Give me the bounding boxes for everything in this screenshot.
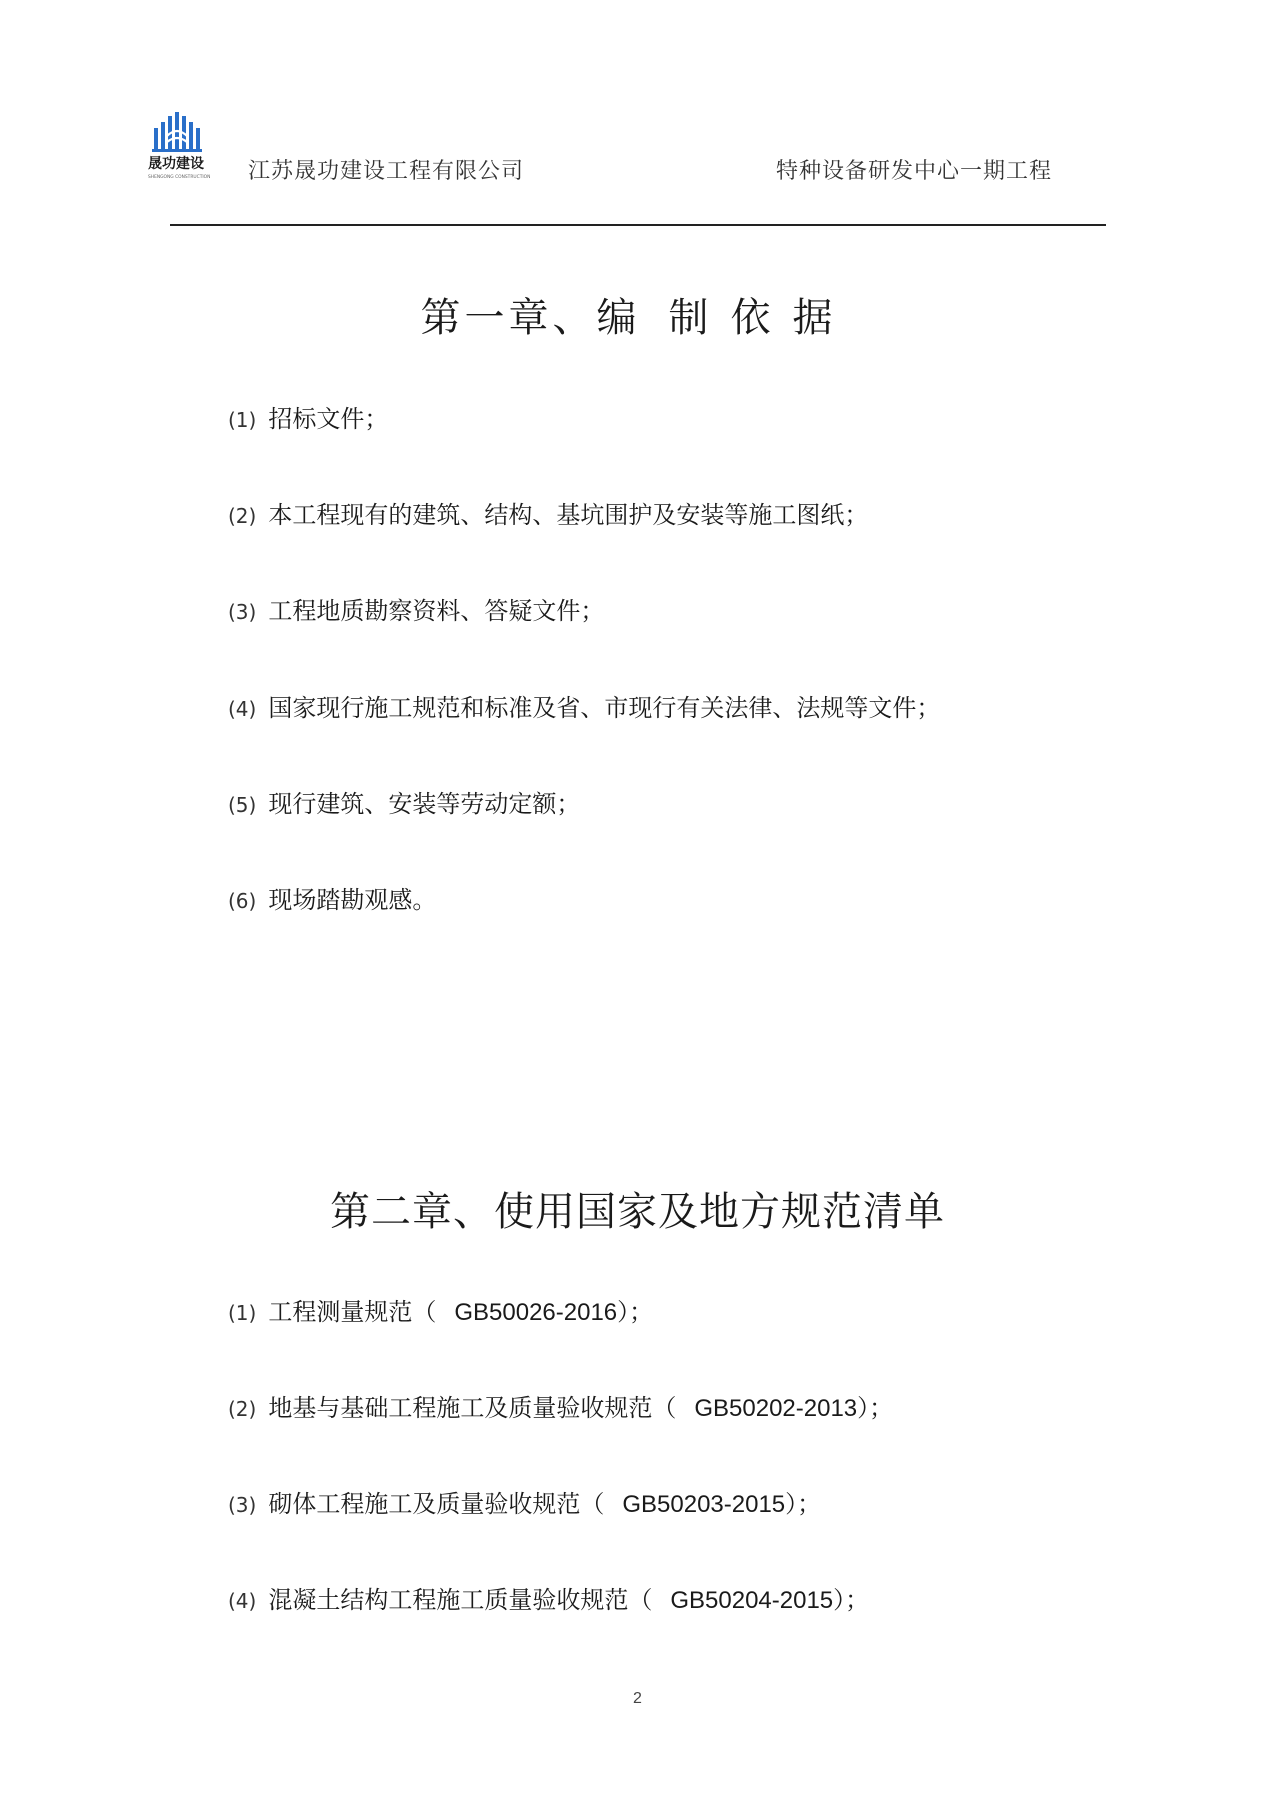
item-number: (1) bbox=[228, 408, 257, 432]
header-divider bbox=[170, 224, 1106, 226]
item-number: (3) bbox=[228, 600, 257, 624]
item-number: (5) bbox=[228, 793, 257, 817]
item-tail: ）； bbox=[785, 1490, 822, 1518]
list-item bbox=[228, 784, 580, 819]
item-number: (2) bbox=[228, 1397, 257, 1421]
chapter1-title bbox=[0, 286, 1275, 343]
logo-subtext: SHENGONG CONSTRUCTION bbox=[148, 175, 211, 180]
chapter1-title-part1: 第一章、编 bbox=[420, 295, 641, 341]
list-item bbox=[228, 591, 604, 626]
item-text: 现场踏勘观感。 bbox=[268, 886, 437, 914]
item-text: 工程地质勘察资料、答疑文件； bbox=[268, 597, 605, 625]
item-tail: ）； bbox=[833, 1586, 870, 1614]
item-text: 本工程现有的建筑、结构、基坑围护及安装等施工图纸； bbox=[268, 501, 869, 529]
chapter1-title-part2: 制依据 bbox=[668, 295, 855, 341]
logo-text: 晟功建设 bbox=[148, 156, 204, 172]
standard-code: GB50026-2016 bbox=[454, 1299, 618, 1326]
item-text: 现行建筑、安装等劳动定额； bbox=[268, 790, 581, 818]
item-tail: ）； bbox=[857, 1394, 894, 1422]
list-item bbox=[228, 1484, 821, 1519]
logo-mark-icon bbox=[148, 112, 224, 184]
project-name: 特种设备研发中心一期工程 bbox=[776, 159, 1053, 184]
list-item bbox=[228, 1292, 653, 1327]
item-text: 工程测量规范（ bbox=[268, 1298, 437, 1326]
list-item bbox=[228, 495, 868, 530]
item-number: (2) bbox=[228, 504, 257, 528]
list-item bbox=[228, 688, 940, 723]
standard-code: GB50203-2015 bbox=[622, 1491, 786, 1518]
list-item bbox=[228, 399, 388, 434]
company-logo bbox=[148, 112, 224, 184]
page-number: 2 bbox=[633, 1690, 642, 1707]
item-text: 国家现行施工规范和标准及省、市现行有关法律、法规等文件； bbox=[268, 694, 941, 722]
company-name: 江苏晟功建设工程有限公司 bbox=[248, 159, 525, 184]
item-number: (4) bbox=[228, 1589, 257, 1613]
item-text: 砌体工程施工及质量验收规范（ bbox=[268, 1490, 605, 1518]
item-number: (4) bbox=[228, 697, 257, 721]
item-number: (3) bbox=[228, 1493, 257, 1517]
chapter2-title: 第二章、使用国家及地方规范清单 bbox=[330, 1189, 945, 1235]
list-item bbox=[228, 1580, 869, 1615]
item-tail: ）； bbox=[617, 1298, 654, 1326]
list-item bbox=[228, 1388, 893, 1423]
item-number: (1) bbox=[228, 1301, 257, 1325]
item-text: 招标文件； bbox=[268, 405, 389, 433]
standard-code: GB50202-2013 bbox=[694, 1395, 858, 1422]
item-number: (6) bbox=[228, 889, 257, 913]
item-text: 混凝土结构工程施工质量验收规范（ bbox=[268, 1586, 653, 1614]
list-item bbox=[228, 880, 436, 915]
item-text: 地基与基础工程施工及质量验收规范（ bbox=[268, 1394, 677, 1422]
standard-code: GB50204-2015 bbox=[670, 1587, 834, 1614]
